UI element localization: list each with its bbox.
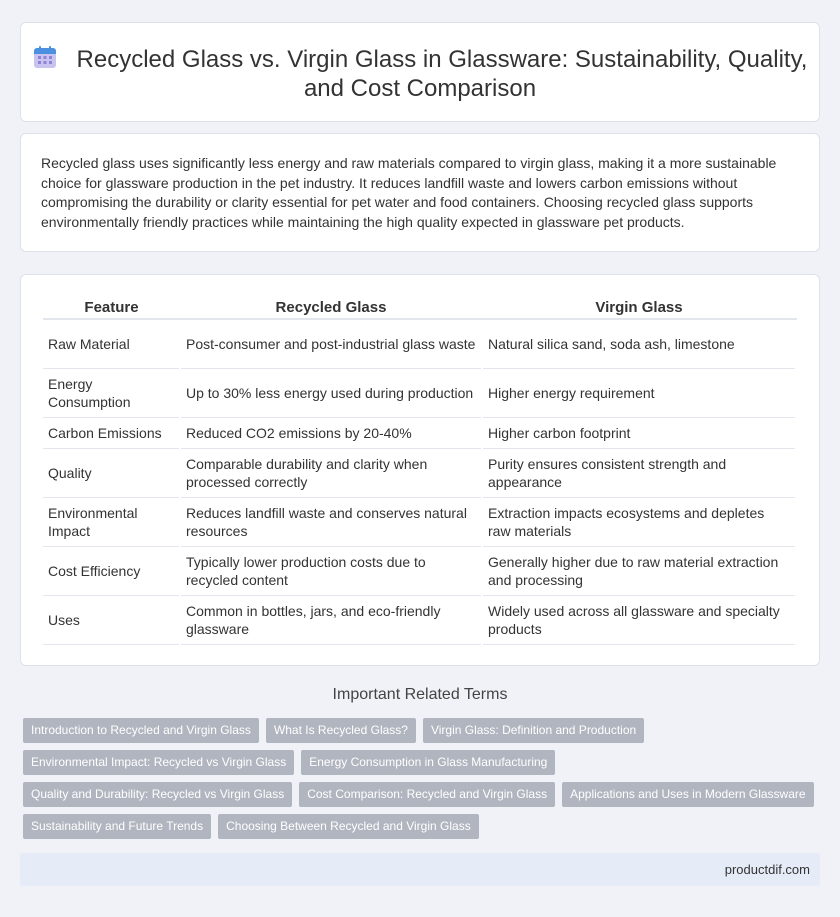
table-header-row xyxy=(43,297,796,319)
related-tags-row xyxy=(23,782,814,807)
feature-cell: Uses xyxy=(43,595,180,644)
table-row xyxy=(43,417,796,448)
related-tag[interactable]: Applications and Uses in Modern Glassware xyxy=(562,782,813,807)
comparison-table xyxy=(43,297,797,645)
virgin-cell: Natural silica sand, soda ash, limestone xyxy=(482,319,796,368)
virgin-cell: Higher carbon footprint xyxy=(482,417,796,448)
title-card xyxy=(20,22,820,122)
related-tag[interactable]: Cost Comparison: Recycled and Virgin Glass xyxy=(299,782,555,807)
related-tag[interactable]: Environmental Impact: Recycled vs Virgin Glass xyxy=(23,750,294,775)
page-title: Recycled Glass vs. Virgin Glass in Glassware: Sustainability, Quality, and Cost Comparison xyxy=(76,46,808,102)
header-virgin: Virgin Glass xyxy=(482,297,796,319)
feature-cell: Quality xyxy=(43,448,180,497)
intro-card xyxy=(20,133,820,252)
feature-cell: Raw Material xyxy=(43,319,180,368)
recycled-cell: Comparable durability and clarity when processed correctly xyxy=(180,448,482,497)
recycled-cell: Reduces landfill waste and conserves natural resources xyxy=(180,497,482,546)
table-row xyxy=(43,595,796,644)
recycled-cell: Typically lower production costs due to recycled content xyxy=(180,546,482,595)
header-recycled: Recycled Glass xyxy=(180,297,482,319)
table-row xyxy=(43,368,796,417)
virgin-cell: Extraction impacts ecosystems and depletes raw materials xyxy=(482,497,796,546)
comparison-card xyxy=(20,274,820,666)
table-row xyxy=(43,319,796,368)
header-feature: Feature xyxy=(43,297,180,319)
related-tags-row xyxy=(23,814,479,839)
recycled-cell: Common in bottles, jars, and eco-friendly glassware xyxy=(180,595,482,644)
related-tag[interactable]: Energy Consumption in Glass Manufacturing xyxy=(301,750,555,775)
related-tag[interactable]: What Is Recycled Glass? xyxy=(266,718,416,743)
footer xyxy=(20,853,820,886)
related-tag[interactable]: Choosing Between Recycled and Virgin Glass xyxy=(218,814,479,839)
feature-cell: Carbon Emissions xyxy=(43,417,180,448)
virgin-cell: Higher energy requirement xyxy=(482,368,796,417)
virgin-cell: Widely used across all glassware and specialty products xyxy=(482,595,796,644)
virgin-cell: Purity ensures consistent strength and appearance xyxy=(482,448,796,497)
related-tag[interactable]: Introduction to Recycled and Virgin Glass xyxy=(23,718,259,743)
related-tag[interactable]: Virgin Glass: Definition and Production xyxy=(423,718,644,743)
table-row xyxy=(43,546,796,595)
table-row xyxy=(43,448,796,497)
recycled-cell: Reduced CO2 emissions by 20-40% xyxy=(180,417,482,448)
table-row xyxy=(43,497,796,546)
related-tag[interactable]: Sustainability and Future Trends xyxy=(23,814,211,839)
intro-paragraph: Recycled glass uses significantly less energy and raw materials compared to virgin glass, making it a more sustainable choice for glassware production in the pet industry. It reduces landfill waste and lowers carbon emissions without compromising the durability or clarity essential for pet water and food containers. Choosing recycled glass supports environmentally friendly practices while maintaining the high quality expected in glassware pet products. xyxy=(41,155,777,230)
related-tags-row xyxy=(23,718,644,743)
feature-cell: Energy Consumption xyxy=(43,368,180,417)
related-tags-row xyxy=(23,750,555,775)
recycled-cell: Post-consumer and post-industrial glass waste xyxy=(180,319,482,368)
virgin-cell: Generally higher due to raw material extraction and processing xyxy=(482,546,796,595)
feature-cell: Environmental Impact xyxy=(43,497,180,546)
calendar-icon xyxy=(33,45,57,69)
related-terms-heading: Important Related Terms xyxy=(332,686,508,703)
feature-cell: Cost Efficiency xyxy=(43,546,180,595)
related-tag[interactable]: Quality and Durability: Recycled vs Virgin Glass xyxy=(23,782,292,807)
footer-site[interactable]: productdif.com xyxy=(724,862,810,877)
recycled-cell: Up to 30% less energy used during production xyxy=(180,368,482,417)
